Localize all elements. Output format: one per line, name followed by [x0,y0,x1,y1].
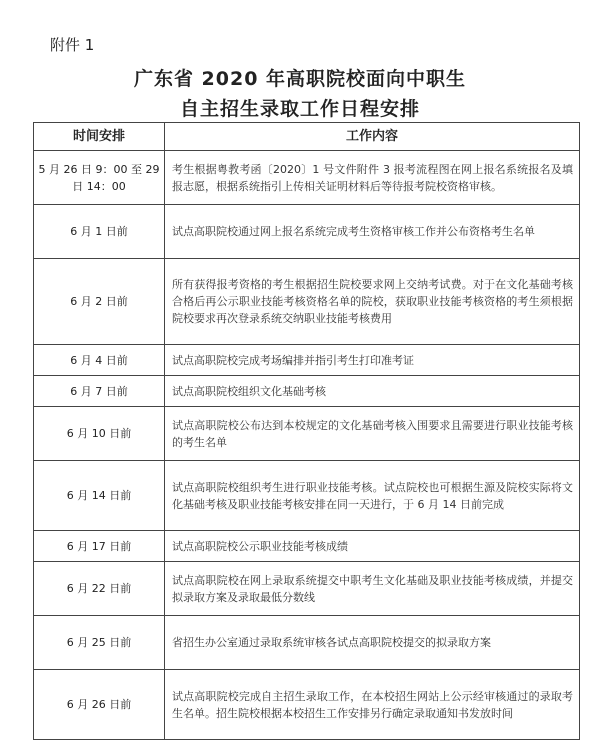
row-time: 6 月 17 日前 [34,531,165,562]
table-row [34,461,580,531]
schedule-table [33,122,580,740]
row-time: 6 月 26 日前 [34,670,165,740]
row-content: 试点高职院校通过网上报名系统完成考生资格审核工作并公布资格考生名单 [165,205,580,259]
row-content: 试点高职院校组织文化基础考核 [165,376,580,407]
row-time: 6 月 25 日前 [34,616,165,670]
row-content: 试点高职院校完成自主招生录取工作，在本校招生网站上公示经审核通过的录取考生名单。招生院校根据本校招生工作安排另行确定录取通知书发放时间 [165,670,580,740]
table-header-row [34,123,580,151]
row-time: 6 月 22 日前 [34,562,165,616]
row-content: 试点高职院校公示职业技能考核成绩 [165,531,580,562]
table-row [34,151,580,205]
document-title-line-2: 自主招生录取工作日程安排 [179,98,420,120]
table-row [34,259,580,345]
row-time: 6 月 4 日前 [34,345,165,376]
row-time: 6 月 2 日前 [34,259,165,345]
row-time: 6 月 1 日前 [34,205,165,259]
row-time: 5 月 26 日 9：00 至 29 日 14：00 [34,151,165,205]
table-row [34,616,580,670]
row-time: 6 月 14 日前 [34,461,165,531]
table-row [34,345,580,376]
table-row [34,531,580,562]
row-content: 省招生办公室通过录取系统审核各试点高职院校提交的拟录取方案 [165,616,580,670]
table-row [34,562,580,616]
row-content: 考生根据粤教考函〔2020〕1 号文件附件 3 报考流程图在网上报名系统报名及填报志愿，根据系统指引上传相关证明材料后等待报考院校资格审核。 [165,151,580,205]
row-content: 试点高职院校完成考场编排并指引考生打印准考证 [165,345,580,376]
row-content: 试点高职院校在网上录取系统提交中职考生文化基础及职业技能考核成绩，并提交拟录取方案及录取最低分数线 [165,562,580,616]
table-row [34,376,580,407]
attachment-label: 附件 1 [50,36,95,54]
row-time: 6 月 7 日前 [34,376,165,407]
row-content: 试点高职院校公布达到本校规定的文化基础考核入围要求且需要进行职业技能考核的考生名单 [165,407,580,461]
row-content: 所有获得报考资格的考生根据招生院校要求网上交纳考试费。对于在文化基础考核合格后再公示职业技能考核资格名单的院校，获取职业技能考核资格的考生须根据院校要求再次登录系统交纳职业技能考核费用 [165,259,580,345]
header-content: 工作内容 [165,123,580,151]
table-row [34,670,580,740]
header-time: 时间安排 [34,123,165,151]
row-time: 6 月 10 日前 [34,407,165,461]
table-row [34,407,580,461]
document-title-line-1: 广东省 2020 年高职院校面向中职生 [133,68,467,90]
table-row [34,205,580,259]
row-content: 试点高职院校组织考生进行职业技能考核。试点院校也可根据生源及院校实际将文化基础考核及职业技能考核安排在同一天进行，于 6 月 14 日前完成 [165,461,580,531]
